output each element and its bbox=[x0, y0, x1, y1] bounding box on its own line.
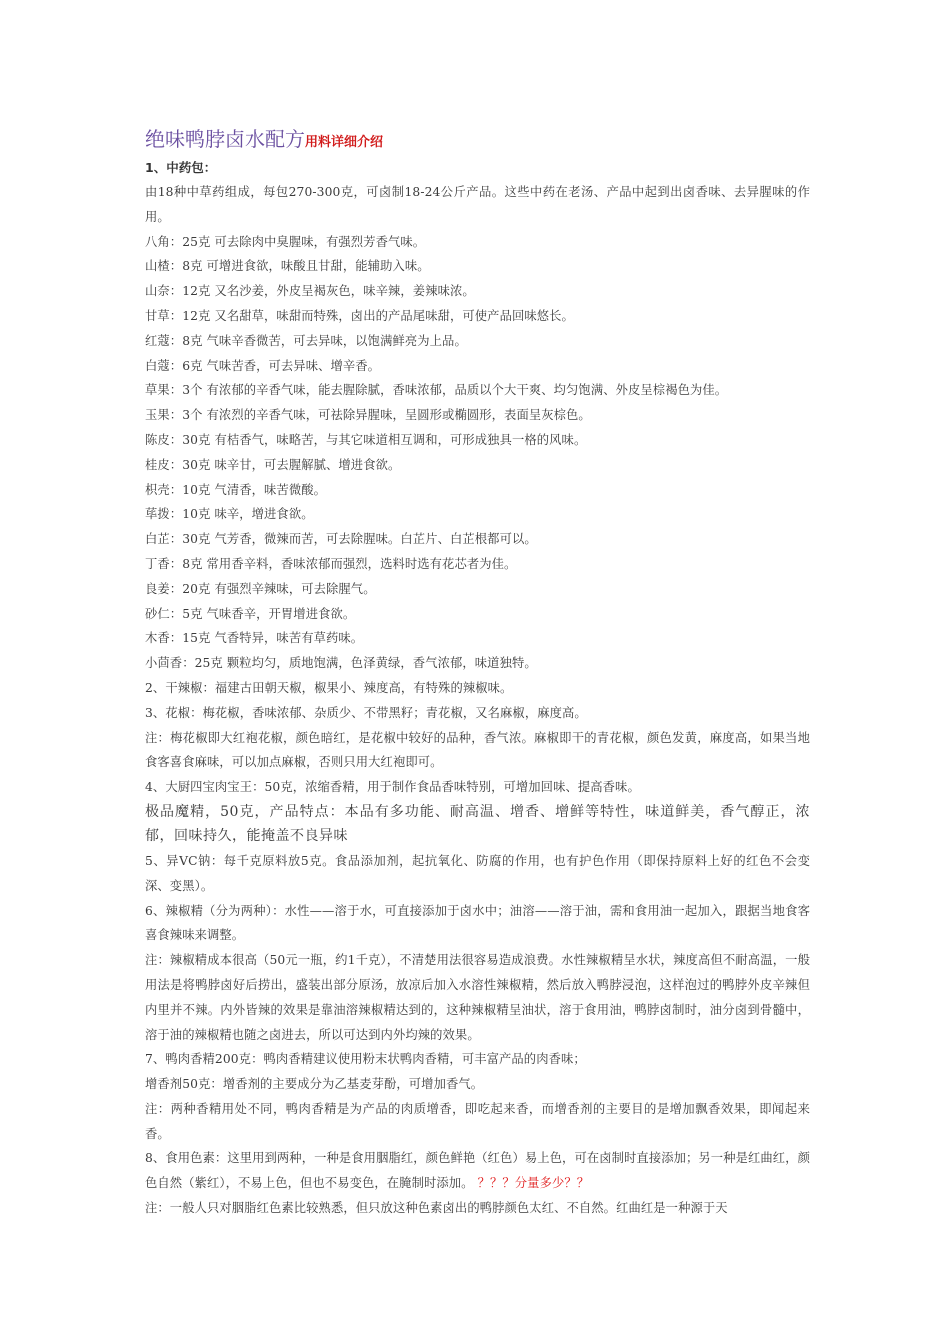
note-chili-essence: 注：辣椒精成本很高（50元一瓶，约1千克），不清楚用法很容易造成浪费。水性辣椒精呈水状，辣度高但不耐高温，一般用法是将鸭脖卤好后捞出，盛装出部分原汤，放凉后加入水溶性辣椒精，然后放入鸭脖浸泡，这样泡过的鸭脖外皮辛辣但内里并不辣。内外皆辣的效果是靠油溶辣椒精达到的，这种辣椒精呈油状，溶于食用油，鸭脖卤制时，油分卤到骨髓中，溶于油的辣椒精也随之卤进去，所以可达到内外均辣的效果。 bbox=[145, 953, 810, 1042]
item-flavor-enhancer: 增香剂50克：增香剂的主要成分为乙基麦芽酚，可增加香气。 bbox=[145, 1077, 484, 1092]
item-chili-essence: 6、辣椒精（分为两种）：水性——溶于水，可直接添加于卤水中；油溶——溶于油，需和食用油一起加入，跟据当地食客喜食辣味来调整。 bbox=[145, 903, 810, 943]
section-herbal-pack-heading: 1、中药包： bbox=[145, 160, 217, 175]
herb-item: 八角：25克 可去除肉中臭腥味，有强烈芳香气味。 bbox=[145, 234, 426, 249]
magic-essence-features: 产品特点：本品有多功能、耐高温、增香、增鲜等特性，味道鲜美，香气醇正，浓郁，回味持久，能掩盖不良异味 bbox=[145, 803, 810, 845]
herb-item: 良姜：20克 有强烈辛辣味，可去除腥气。 bbox=[145, 581, 376, 596]
herb-item: 玉果：3个 有浓烈的辛香气味，可祛除异腥味，呈圆形或椭圆形，表面呈灰棕色。 bbox=[145, 408, 591, 423]
herb-item: 红蔻：8克 气味辛香微苦，可去异味，以饱满鲜亮为上品。 bbox=[145, 333, 467, 348]
food-coloring-question: ？？？分量多少？？ bbox=[477, 1176, 590, 1191]
item-food-coloring bbox=[145, 1146, 810, 1196]
herb-item: 山楂：8克 可增进食欲，味酸且甘甜，能辅助入味。 bbox=[145, 259, 430, 274]
herb-item: 草果：3个 有浓郁的辛香气味，能去腥除腻，香味浓郁，品质以个大干爽、均匀饱满、外皮呈棕褐色为佳。 bbox=[145, 383, 728, 398]
herb-item: 白蔻：6克 气味苦香，可去异味、增辛香。 bbox=[145, 358, 381, 373]
herb-list bbox=[145, 230, 810, 676]
note-food-coloring: 注：一般人只对胭脂红色素比较熟悉，但只放这种色素卤出的鸭脖颜色太红、不自然。红曲红是一种源于天 bbox=[145, 1201, 728, 1216]
note-flavors: 注：两种香精用处不同，鸭肉香精是为产品的肉质增香，即吃起来香，而增香剂的主要目的是增加飘香效果，即闻起来香。 bbox=[145, 1101, 810, 1141]
item-meat-flavor-king: 4、大厨四宝肉宝王：50克，浓缩香精，用于制作食品香味特别，可增加回味、提高香味。 bbox=[145, 780, 640, 795]
herb-item: 桂皮：30克 味辛甘，可去腥解腻、增进食欲。 bbox=[145, 457, 401, 472]
note-sichuan-pepper: 注：梅花椒即大红袍花椒，颜色暗红，是花椒中较好的品种，香气浓。麻椒即干的青花椒，颜色发黄，麻度高，如果当地食客喜食麻味，可以加点麻椒，否则只用大红袍即可。 bbox=[145, 730, 810, 770]
item-duck-flavor: 7、鸭肉香精200克：鸭肉香精建议使用粉末状鸭肉香精，可丰富产品的肉香味； bbox=[145, 1052, 586, 1067]
herb-item: 木香：15克 气香特异，味苦有草药味。 bbox=[145, 631, 364, 646]
herb-item: 山奈：12克 又名沙姜，外皮呈褐灰色，味辛辣，姜辣味浓。 bbox=[145, 284, 475, 299]
herb-item: 丁香：8克 常用香辛料，香味浓郁而强烈，选料时选有花芯者为佳。 bbox=[145, 556, 517, 571]
herb-item: 枳壳：10克 气清香，味苦微酸。 bbox=[145, 482, 327, 497]
herb-item: 砂仁：5克 气味香辛，开胃增进食欲。 bbox=[145, 606, 356, 621]
item-sodium-erythorbate: 5、异VC钠：每千克原料放5克。食品添加剂，起抗氧化、防腐的作用，也有护色作用（即保持原料上好的红色不会变深、变黑）。 bbox=[145, 853, 810, 893]
herb-item: 荜拨：10克 味辛，增进食欲。 bbox=[145, 507, 314, 522]
food-coloring-text: 8、食用色素：这里用到两种，一种是食用胭脂红，颜色鲜艳（红色）易上色，可在卤制时直接添加；另一种是红曲红，颜色自然（紫红），不易上色，但也不易变色，在腌制时添加。 bbox=[145, 1151, 810, 1191]
document-content bbox=[145, 122, 810, 1221]
herb-item: 白芷：30克 气芳香，微辣而苦，可去除腥味。白芷片、白芷根都可以。 bbox=[145, 532, 537, 547]
item-sichuan-pepper: 3、花椒：梅花椒，香味浓郁、杂质少、不带黑籽；青花椒，又名麻椒，麻度高。 bbox=[145, 705, 587, 720]
item-dried-chili: 2、干辣椒：福建古田朝天椒，椒果小、辣度高，有特殊的辣椒味。 bbox=[145, 680, 513, 695]
title-main: 绝味鸭脖卤水配方 bbox=[145, 127, 305, 151]
document-title bbox=[145, 122, 810, 156]
item-magic-essence bbox=[145, 800, 810, 849]
intro-paragraph: 由18种中草药组成，每包270-300克，可卤制18-24公斤产品。这些中药在老汤、产品中起到出卤香味、去异腥味的作用。 bbox=[145, 185, 810, 224]
magic-essence-prefix: 极品魔精，50克， bbox=[145, 803, 270, 820]
herb-item: 小茴香：25克 颗粒均匀，质地饱满，色泽黄绿，香气浓郁，味道独特。 bbox=[145, 656, 537, 671]
title-subtitle: 用料详细介绍 bbox=[305, 135, 384, 150]
herb-item: 陈皮：30克 有桔香气，味略苦，与其它味道相互调和，可形成独具一格的风味。 bbox=[145, 432, 587, 447]
herb-item: 甘草：12克 又名甜草，味甜而特殊，卤出的产品尾味甜，可使产品回味悠长。 bbox=[145, 308, 574, 323]
